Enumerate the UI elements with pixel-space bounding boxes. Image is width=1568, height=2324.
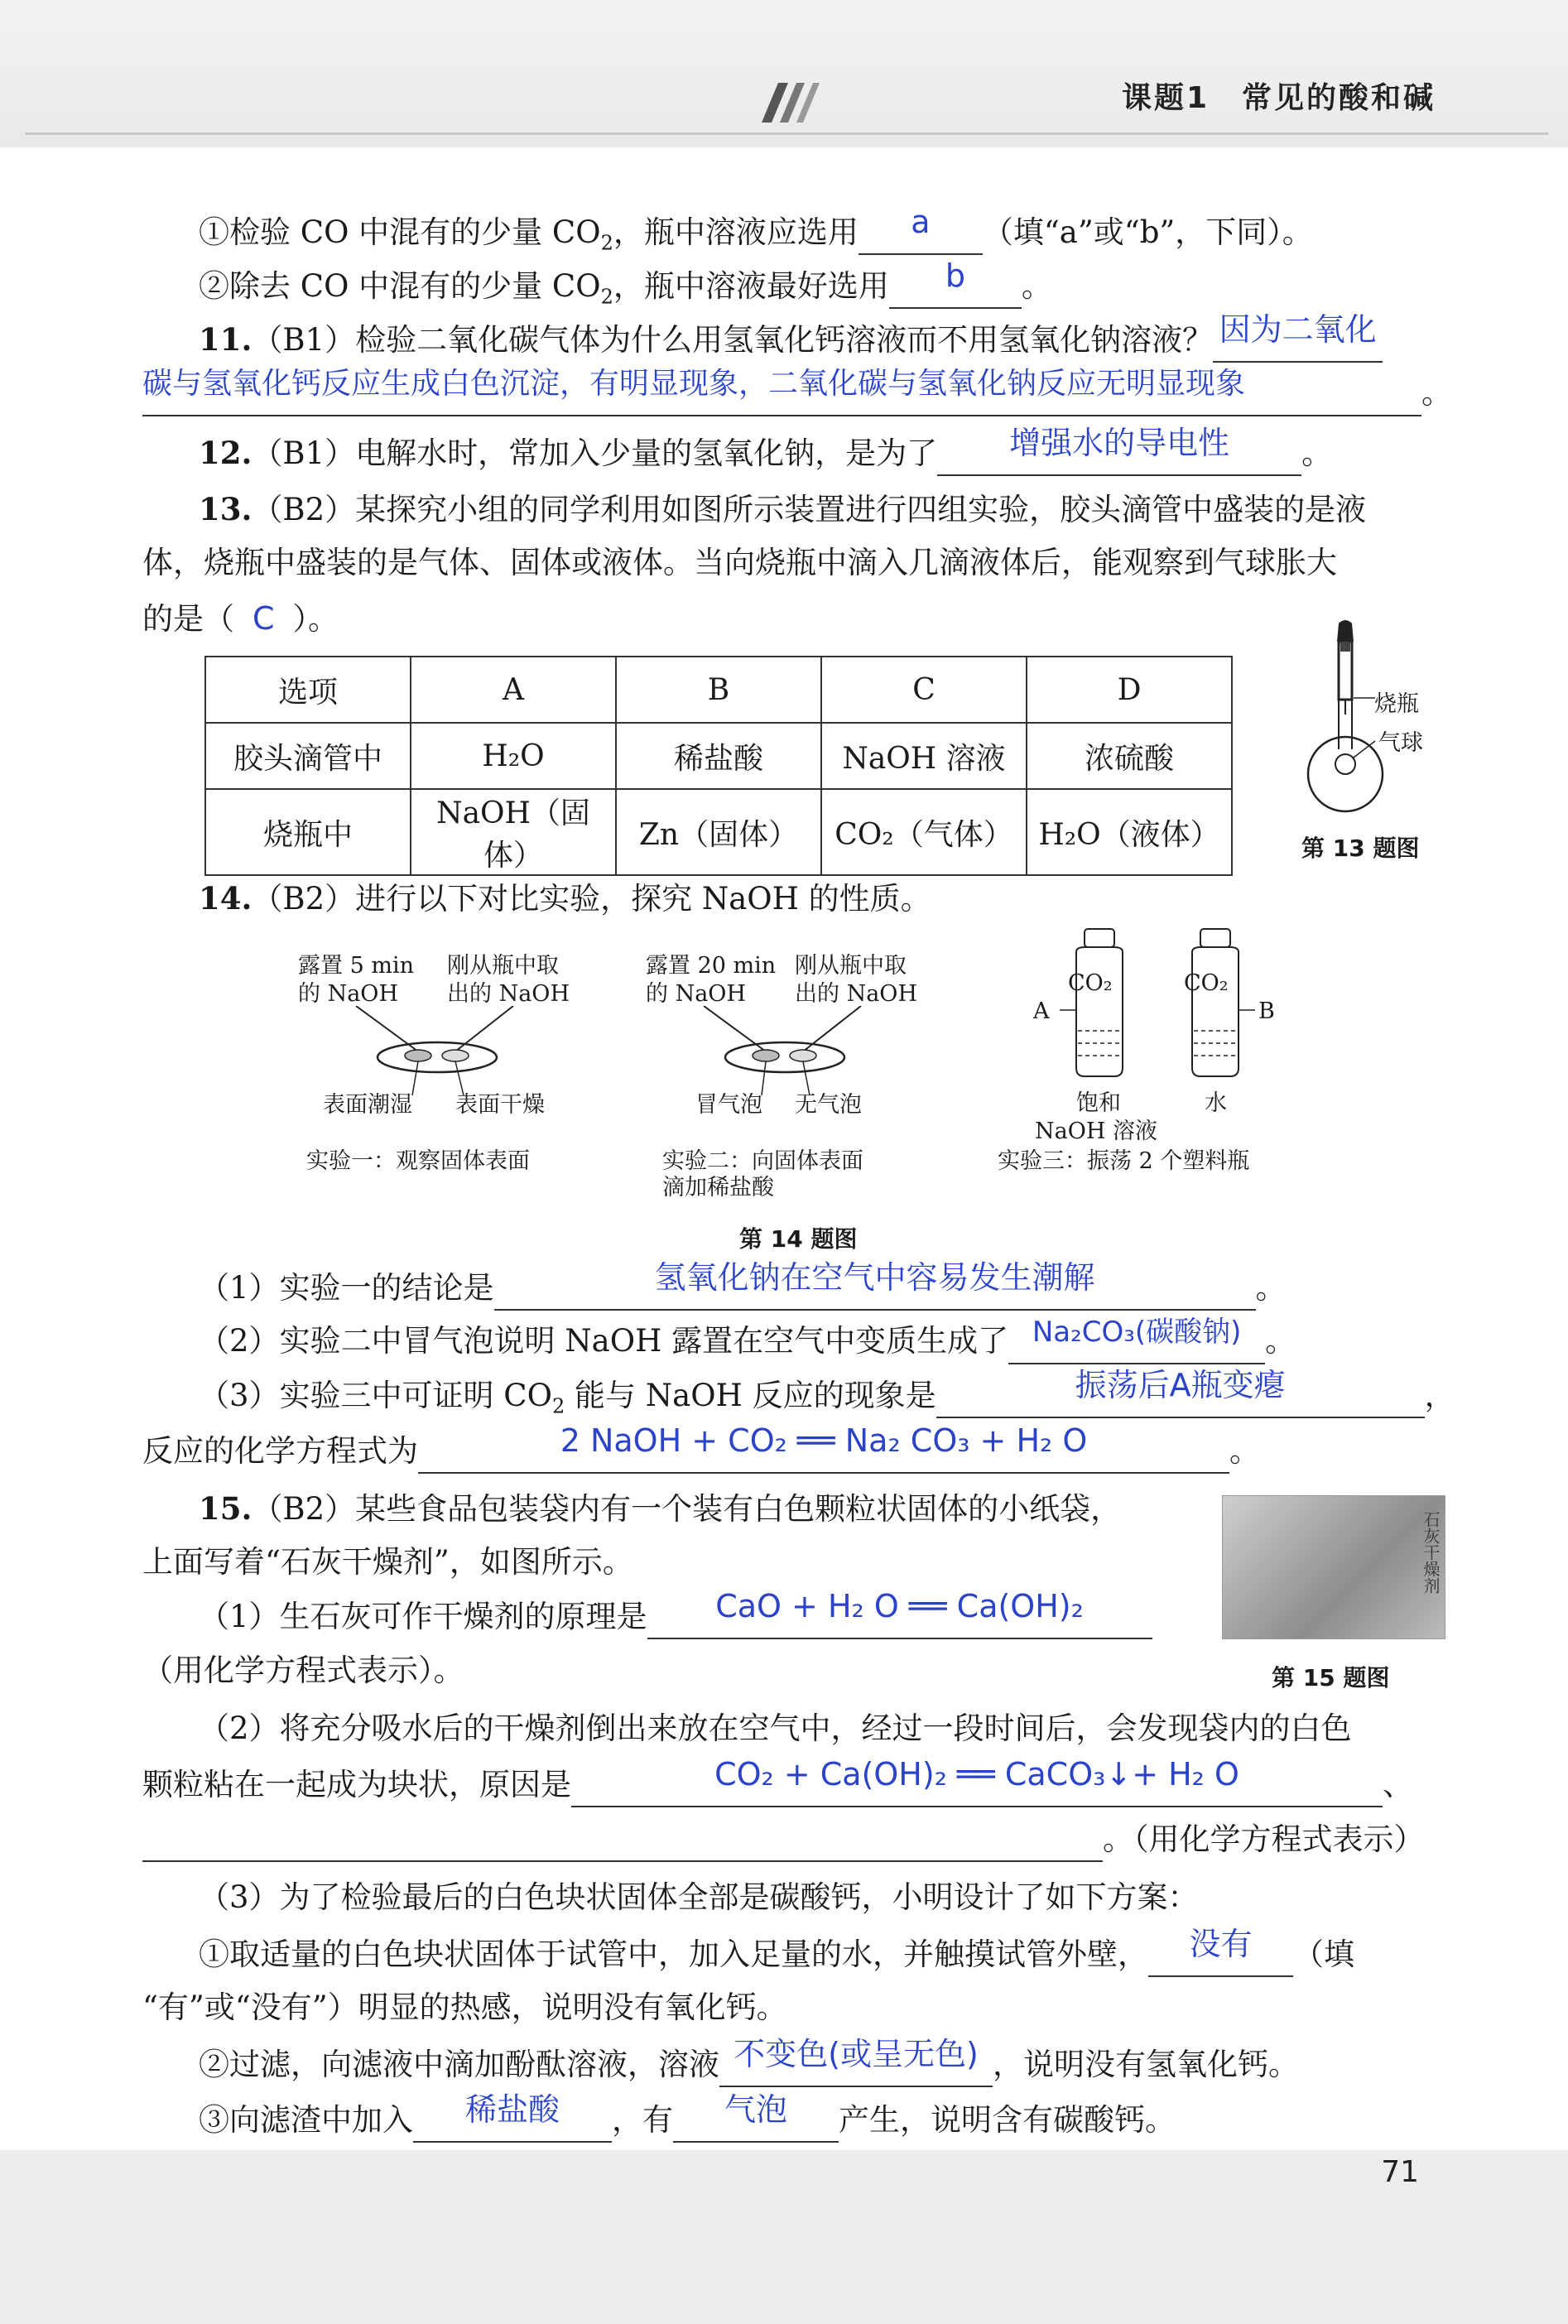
subscript: 2 [600, 231, 613, 255]
q14-e2-left-label-1: 露置 20 min [646, 953, 777, 979]
q11-answer-part-1: 因为二氧化 [1219, 311, 1377, 348]
table-row [205, 789, 1232, 875]
q13-caption: 第 13 题图 [1301, 835, 1420, 862]
table-cell: C [821, 657, 1027, 723]
q14-p1-answer: 氢氧化钠在空气中容易发生潮解 [654, 1259, 1095, 1296]
q15-p2-answer-blank-2[interactable] [142, 1819, 1103, 1862]
table-cell: Zn（固体） [616, 789, 821, 875]
table-cell: H₂O（液体） [1027, 789, 1232, 875]
q14-line [199, 878, 931, 920]
q14-number: 14. [199, 880, 253, 917]
q15-p2-end: 。（用化学方程式表示） [1103, 1821, 1425, 1857]
table-row [205, 723, 1232, 789]
q15-s3-text-b: ，有 [612, 2102, 673, 2138]
q15-p2-answer: CO₂ + Ca(OH)₂ ══ CaCO₃↓+ H₂ O [714, 1756, 1239, 1792]
q14-e1-right-label-2: 出的 NaOH [447, 981, 570, 1007]
q15-s2-text-a: ②过滤，向滤液中滴加酚酞溶液，溶液 [199, 2047, 719, 2082]
table-cell: H₂O [411, 723, 616, 789]
q14-e2-bottom-left-label: 冒气泡 [695, 1092, 762, 1118]
q10-l1-text-c: （填“a”或“b”，下同）。 [982, 214, 1313, 250]
header-rule [25, 132, 1548, 135]
subscript: 2 [600, 285, 613, 309]
q15-p2-text: 颗粒粘在一起成为块状，原因是 [142, 1767, 571, 1802]
q12-number: 12. [199, 435, 253, 471]
table-cell: B [616, 657, 821, 723]
q15-number: 15. [199, 1490, 253, 1527]
header-stripes-decoration [745, 83, 820, 123]
q13-line-3 [142, 598, 339, 640]
q15-p1-answer-blank[interactable] [647, 1588, 1152, 1639]
q15-line-2: 上面写着“石灰干燥剂”，如图所示。 [142, 1544, 633, 1580]
q15-part-1 [199, 1588, 1152, 1639]
q13-flask-label: 烧瓶 [1374, 691, 1419, 717]
q14-p3-answer-blank[interactable] [936, 1367, 1425, 1418]
q14-e2-right-label-2: 出的 NaOH [795, 981, 917, 1007]
q14-e1-dish-figure [339, 1006, 538, 1097]
q14-part-1 [199, 1259, 1287, 1311]
table-cell: A [411, 657, 616, 723]
q14-p3-end: ， [1424, 1378, 1455, 1413]
table-cell: 稀盐酸 [616, 723, 821, 789]
desiccant-photo [1222, 1495, 1445, 1639]
q14-e1-right-label-1: 刚从瓶中取 [447, 953, 559, 979]
q14-e2-right-label-1: 刚从瓶中取 [795, 953, 907, 979]
q11-answer-blank-1[interactable] [1213, 311, 1383, 363]
q15-s2-text-b: ，说明没有氢氧化钙。 [993, 2047, 1299, 2082]
q11-answer-blank-2[interactable] [142, 367, 1421, 416]
q14-p1-end: 。 [1255, 1270, 1287, 1306]
q11-number: 11. [199, 321, 253, 358]
q13-text-3a: 的是（ [142, 601, 234, 637]
q10-line-1 [199, 204, 1313, 263]
q11-end: 。 [1421, 375, 1452, 411]
q14-text: （B2）进行以下对比实验，探究 NaOH 的性质。 [252, 881, 931, 917]
q15-s3-answer-1: 稀盐酸 [464, 2091, 560, 2128]
page-number: 71 [1381, 2155, 1419, 2189]
q12-line [199, 425, 1333, 476]
q15-s1-text-a: ①取适量的白色块状固体于试管中，加入足量的水，并触摸试管外壁， [199, 1937, 1148, 1972]
q10-l2-text-b: ，瓶中溶液最好选用 [613, 268, 889, 304]
q15-s3-answer-2: 气泡 [724, 2091, 787, 2128]
q14-p4-answer: 2 NaOH + CO₂ ══ Na₂ CO₃ + H₂ O [560, 1422, 1088, 1459]
q14-part-2 [199, 1316, 1296, 1364]
q14-p2-end: 。 [1265, 1323, 1296, 1359]
table-cell: CO₂（气体） [821, 789, 1027, 875]
q10-answer-2: b [945, 257, 965, 294]
q15-line-1 [199, 1488, 1121, 1530]
table-cell: NaOH（固体） [411, 789, 616, 875]
q13-balloon-label: 气球 [1378, 730, 1423, 756]
q15-p1-answer: CaO + H₂ O ══ Ca(OH)₂ [715, 1588, 1084, 1624]
q14-e3-bottle-b-label: B [1258, 998, 1275, 1024]
q14-e3-label-saturated: 饱和 [1076, 1090, 1121, 1116]
q14-e3-label-naoh: NaOH 溶液 [1035, 1119, 1157, 1144]
q14-e1-left-label-1: 露置 5 min [298, 953, 414, 979]
q14-part-3 [199, 1367, 1455, 1427]
q15-s3-text-a: ③向滤渣中加入 [199, 2102, 413, 2138]
q14-e2-caption-2: 滴加稀盐酸 [662, 1175, 774, 1200]
q14-caption: 第 14 题图 [739, 1225, 858, 1253]
footer-band [0, 2150, 1568, 2324]
q14-e2-dish-figure [687, 1006, 886, 1097]
table-cell: D [1027, 657, 1232, 723]
q14-p3-answer: 振荡后A瓶变瘪 [1075, 1367, 1286, 1403]
q14-e1-caption: 实验一：观察固体表面 [306, 1148, 530, 1174]
q14-p1-text: （1）实验一的结论是 [199, 1270, 494, 1306]
table-cell: NaOH 溶液 [821, 723, 1027, 789]
q14-p4-end: 。 [1229, 1433, 1260, 1469]
header-title: 课题1 常见的酸和碱 [1121, 81, 1436, 115]
q13-line-2: 体，烧瓶中盛装的是气体、固体或液体。当向烧瓶中滴入几滴液体后，能观察到气球胀大 [142, 545, 1337, 580]
header-band [0, 0, 1568, 147]
q15-step-1-line-2: “有”或“没有”）明显的热感，说明没有氧化钙。 [142, 1990, 787, 2025]
q11-text: （B1）检验二氧化碳气体为什么用氢氧化钙溶液而不用氢氧化钠溶液？ [252, 322, 1214, 358]
q14-p3-text-b: 能与 NaOH 反应的现象是 [565, 1378, 936, 1413]
table-cell: 胶头滴管中 [205, 723, 411, 789]
q14-e1-bottom-left-label: 表面潮湿 [323, 1092, 412, 1118]
q12-end: 。 [1301, 435, 1333, 471]
q15-part-1-note: （用化学方程式表示）。 [142, 1653, 464, 1688]
q10-l2-text-a: ②除去 CO 中混有的少量 CO [199, 268, 601, 304]
subscript: 2 [551, 1394, 565, 1418]
q10-l1-text-a: ①检验 CO 中混有的少量 CO [199, 214, 601, 250]
q14-p2-answer-blank[interactable] [1008, 1316, 1265, 1364]
q15-part-2-line-1: （2）将充分吸水后的干燥剂倒出来放在空气中，经过一段时间后，会发现袋内的白色 [199, 1711, 1352, 1746]
q14-p3-text-a: （3）实验三中可证明 CO [199, 1378, 552, 1413]
q15-p1-text: （1）生石灰可作干燥剂的原理是 [199, 1599, 647, 1634]
q10-answer-1: a [911, 204, 931, 240]
q15-s1-text-b: （填 [1293, 1937, 1354, 1972]
q13-number: 13. [199, 491, 253, 527]
q11-line-1 [199, 311, 1383, 363]
q14-e3-bottle-a-label: A [1033, 998, 1050, 1024]
q15-p2-answer-blank[interactable] [571, 1756, 1383, 1807]
q15-part-3: （3）为了检验最后的白色块状固体全部是碳酸钙，小明设计了如下方案： [199, 1879, 1199, 1915]
q14-p1-answer-blank[interactable] [494, 1259, 1256, 1311]
q15-caption: 第 15 题图 [1272, 1664, 1390, 1691]
q15-step-3 [199, 2091, 1176, 2143]
q13-text-3b: ）。 [292, 601, 339, 637]
q12-answer: 增强水的导电性 [1009, 425, 1230, 461]
q15-s3-answer-blank-1[interactable] [413, 2091, 612, 2143]
q15-step-2 [199, 2036, 1299, 2087]
q14-e3-caption: 实验三：振荡 2 个塑料瓶 [998, 1148, 1250, 1174]
table-cell: 烧瓶中 [205, 789, 411, 875]
table-cell: 选项 [205, 657, 411, 723]
q15-step-1-line-1 [199, 1926, 1354, 1977]
q13-answer[interactable]: C [253, 600, 275, 637]
q14-p2-text: （2）实验二中冒气泡说明 NaOH 露置在空气中变质生成了 [199, 1323, 1009, 1359]
q15-s3-text-c: 产生，说明含有碳酸钙。 [839, 2102, 1176, 2138]
q14-p4-text: 反应的化学方程式为 [142, 1433, 418, 1469]
table-row [205, 657, 1232, 723]
q14-e1-bottom-right-label: 表面干燥 [455, 1092, 545, 1118]
q15-s1-answer-blank[interactable] [1148, 1926, 1293, 1977]
table-cell: 浓硫酸 [1027, 723, 1232, 789]
desiccant-photo-label: 石灰干燥剂 [1421, 1511, 1441, 1594]
q15-p2-separator: 、 [1383, 1767, 1413, 1802]
q15-s1-answer: 没有 [1189, 1926, 1253, 1962]
q13-text-1: （B2）某探究小组的同学利用如图所示装置进行四组实验，胶头滴管中盛装的是液 [252, 492, 1367, 527]
q14-p4-answer-blank[interactable] [418, 1422, 1229, 1474]
q14-e2-caption-1: 实验二：向固体表面 [662, 1148, 863, 1174]
q13-line-1 [199, 488, 1366, 531]
q14-e3-co2-label-b: CO₂ [1184, 970, 1229, 996]
q14-e1-left-label-2: 的 NaOH [298, 981, 398, 1007]
q14-e3-bottles-figure [1051, 927, 1283, 1085]
q15-s2-answer-blank[interactable] [719, 2036, 993, 2087]
q15-s2-answer: 不变色(或呈无色) [733, 2036, 979, 2072]
q14-e2-left-label-2: 的 NaOH [646, 981, 746, 1007]
q15-s3-answer-blank-2[interactable] [673, 2091, 839, 2143]
q10-l1-text-b: ，瓶中溶液应选用 [613, 214, 859, 250]
q11-line-2 [142, 367, 1452, 416]
q12-text: （B1）电解水时，常加入少量的氢氧化钠，是为了 [252, 435, 938, 471]
q10-line-2 [199, 257, 1052, 317]
q10-l2-text-c: 。 [1021, 268, 1052, 304]
q15-text-1: （B2）某些食品包装袋内有一个装有白色颗粒状固体的小纸袋， [252, 1491, 1122, 1527]
q14-e2-bottom-right-label: 无气泡 [795, 1092, 862, 1118]
q14-e3-label-water: 水 [1205, 1090, 1227, 1116]
q11-answer-part-2: 碳与氢氧化钙反应生成白色沉淀，有明显现象，二氧化碳与氢氧化钠反应无明显现象 [142, 367, 1246, 401]
q12-answer-blank[interactable] [937, 425, 1301, 476]
q10-answer-1-blank[interactable] [859, 204, 983, 255]
q13-options-table [204, 656, 1233, 876]
q15-part-2-line-3 [142, 1819, 1425, 1862]
q14-e3-co2-label-a: CO₂ [1068, 970, 1113, 996]
q10-answer-2-blank[interactable] [889, 257, 1022, 309]
q14-p2-answer: Na₂CO₃(碳酸钠) [1032, 1316, 1242, 1349]
q15-part-2-line-2 [142, 1756, 1413, 1807]
q14-part-3-equation [142, 1422, 1260, 1474]
